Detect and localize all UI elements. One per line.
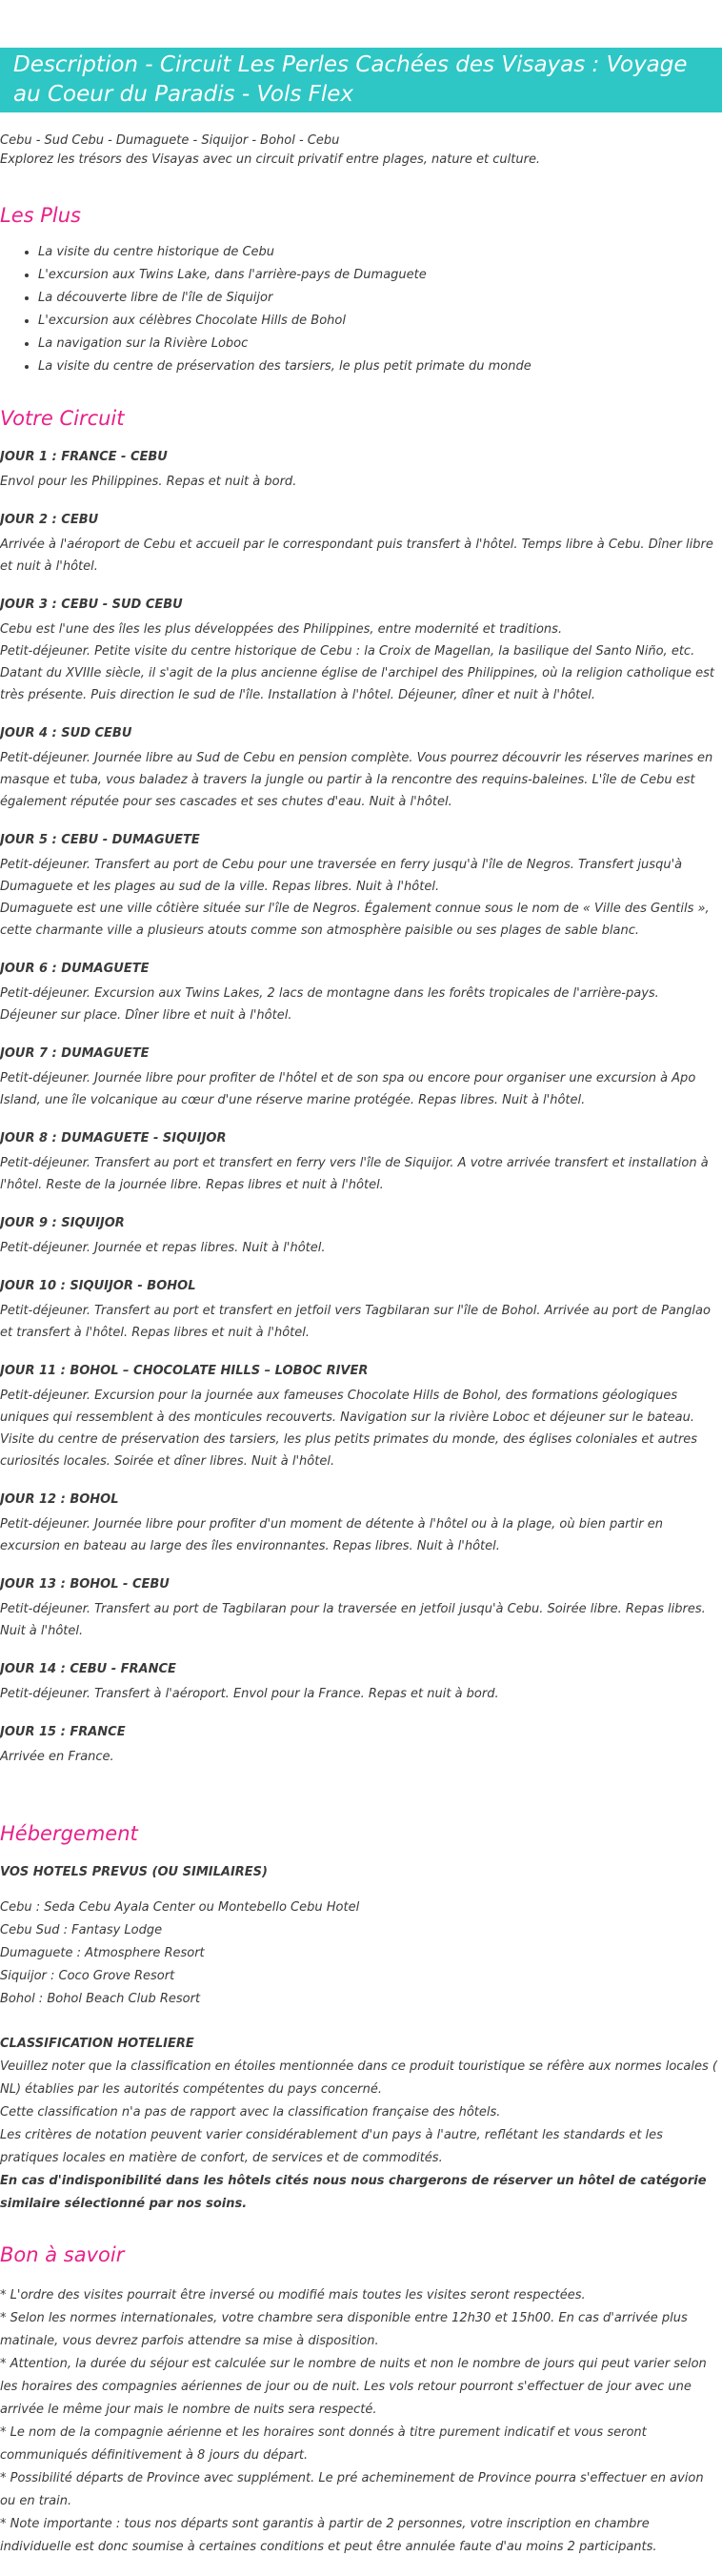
hotel-line: Bohol : Bohol Beach Club Resort xyxy=(0,1992,201,2006)
day-title: JOUR 13 : BOHOL - CEBU xyxy=(0,1577,170,1592)
day-block xyxy=(0,448,719,493)
day-title: JOUR 14 : CEBU - FRANCE xyxy=(0,1662,176,1676)
day-title: JOUR 3 : CEBU - SUD CEBU xyxy=(0,598,183,612)
tagline-text: Explorez les trésors des Visayas avec un circuit privatif entre plages, nature et culture. xyxy=(0,152,541,167)
day-block xyxy=(0,596,719,706)
hotel-line: Cebu Sud : Fantasy Lodge xyxy=(0,1923,163,1937)
day-description: Petit-déjeuner. Transfert à l'aéroport. Envol pour la France. Repas et nuit à bord. xyxy=(0,1687,499,1701)
list-item: • La découverte libre de l'île de Siquijor xyxy=(38,287,531,310)
classification-heading: CLASSIFICATION HOTELIERE xyxy=(0,2037,194,2051)
day-block xyxy=(0,1660,719,1705)
day-description: Petit-déjeuner. Journée libre pour profiter d'un moment de détente à l'hôtel ou à la plage, où bien partir en excursion en bateau au large des îles environnantes. Repas libres. Nuit à l'hôtel. xyxy=(0,1517,663,1553)
day-description: Envol pour les Philippines. Repas et nuit à bord. xyxy=(0,475,297,489)
hotel-line: Cebu : Seda Cebu Ayala Center ou Montebello Cebu Hotel xyxy=(0,1900,360,1915)
list-item: • La visite du centre de préservation des tarsiers, le plus petit primate du monde xyxy=(38,355,531,378)
classification-line: Les critères de notation peuvent varier considérablement d'un pays à l'autre, reflétant les standards et les pratiques locales en matière de confort, de services et de commodités. xyxy=(0,2128,663,2165)
hotels-subheading: VOS HOTELS PREVUS (OU SIMILAIRES) xyxy=(0,1865,268,1879)
classification-block xyxy=(0,2035,719,2216)
hotels-block xyxy=(0,1863,719,2011)
savoir-item: * Possibilité départs de Province avec supplément. Le pré acheminement de Province pourra s'effectuer en avion ou en train. xyxy=(0,2471,704,2508)
circuit-heading: Votre Circuit xyxy=(0,407,125,430)
day-title: JOUR 11 : BOHOL – CHOCOLATE HILLS – LOBOC RIVER xyxy=(0,1364,369,1378)
day-block xyxy=(0,960,719,1026)
hotel-line: Siquijor : Coco Grove Resort xyxy=(0,1969,175,1983)
day-title: JOUR 6 : DUMAGUETE xyxy=(0,962,150,976)
day-block xyxy=(0,511,719,578)
day-block xyxy=(0,1129,719,1196)
day-description: Petit-déjeuner. Transfert au port de Cebu pour une traversée en ferry jusqu'à l'île de Negros. Transfert jusqu'à Dumaguete et les plages au sud de la ville. Repas libres. Nuit à l'hôtel. Dumaguete est une ville côtière située sur l'île de Negros. Également connue sous le nom de « Ville des Gentils », cette charmante ville a plusieurs atouts comme son atmosphère paisible ou ses plages de sable blanc. xyxy=(0,858,710,938)
day-block xyxy=(0,831,719,942)
day-description: Petit-déjeuner. Transfert au port et transfert en jetfoil vers Tagbilaran sur l'île de Bohol. Arrivée au port de Panglao et transfert à l'hôtel. Repas libres et nuit à l'hôtel. xyxy=(0,1304,711,1340)
day-description: Petit-déjeuner. Excursion aux Twins Lakes, 2 lacs de montagne dans les forêts tropicales de l'arrière-pays. Déjeuner sur place. Dîner libre et nuit à l'hôtel. xyxy=(0,986,659,1023)
day-title: JOUR 12 : BOHOL xyxy=(0,1492,119,1507)
hebergement-heading: Hébergement xyxy=(0,1822,138,1845)
day-description: Petit-déjeuner. Excursion pour la journée aux fameuses Chocolate Hills de Bohol, des formations géologiques uniques qui ressemblent à des monticules recouverts. Navigation sur la rivière Loboc et déjeuner sur le bateau. Visite du centre de préservation des tarsiers, les plus petits primates du monde, des églises coloniales et autres curiosités locales. Soirée et dîner libres. Nuit à l'hôtel. xyxy=(0,1389,698,1469)
day-title: JOUR 4 : SUD CEBU xyxy=(0,726,132,740)
day-description: Cebu est l'une des îles les plus développées des Philippines, entre modernité et traditions. Petit-déjeuner. Petite visite du centre historique de Cebu : la Croix de Magellan, la basilique del Santo Niño, etc. Datant du XVIIIe siècle, il s'agit de la plus ancienne église de l'archipel des Philippines, où la religion catholique est très présente. Puis direction le sud de l'île. Installation à l'hôtel. Déjeuner, dîner et nuit à l'hôtel. xyxy=(0,622,715,702)
day-description: Petit-déjeuner. Journée et repas libres. Nuit à l'hôtel. xyxy=(0,1241,326,1255)
day-description: Arrivée à l'aéroport de Cebu et accueil par le correspondant puis transfert à l'hôtel. Temps libre à Cebu. Dîner libre et nuit à l'hôtel. xyxy=(0,538,713,574)
intro-block xyxy=(0,132,714,170)
day-description: Petit-déjeuner. Transfert au port et transfert en ferry vers l'île de Siquijor. A votre arrivée transfert et installation à l'hôtel. Reste de la journée libre. Repas libres et nuit à l'hôtel. xyxy=(0,1156,709,1192)
day-title: JOUR 2 : CEBU xyxy=(0,513,99,527)
page-title: Description - Circuit Les Perles Cachées des Visayas : Voyage au Coeur du Paradis - Vols Flex xyxy=(13,52,688,107)
list-item: • L'excursion aux célèbres Chocolate Hills de Bohol xyxy=(38,310,531,333)
day-description: Arrivée en France. xyxy=(0,1750,114,1764)
day-block xyxy=(0,1491,719,1557)
day-description: Petit-déjeuner. Transfert au port de Tagbilaran pour la traversée en jetfoil jusqu'à Cebu. Soirée libre. Repas libres. Nuit à l'hôtel. xyxy=(0,1602,706,1638)
plus-heading: Les Plus xyxy=(0,204,81,227)
list-item: • La navigation sur la Rivière Loboc xyxy=(38,333,531,355)
day-title: JOUR 8 : DUMAGUETE - SIQUIJOR xyxy=(0,1131,227,1146)
list-item: • L'excursion aux Twins Lake, dans l'arrière-pays de Dumaguete xyxy=(38,264,531,287)
list-item: • La visite du centre historique de Cebu xyxy=(38,241,531,264)
savoir-item: * Le nom de la compagnie aérienne et les horaires sont donnés à titre purement indicatif et vous seront communiqués définitivement à 8 jours du départ. xyxy=(0,2425,647,2463)
hotel-line: Dumaguete : Atmosphere Resort xyxy=(0,1946,205,1960)
day-description: Petit-déjeuner. Journée libre pour profiter de l'hôtel et de son spa ou encore pour organiser une excursion à Apo Island, une île volcanique au cœur d'une réserve marine protégée. Repas libres. Nuit à l'hôtel. xyxy=(0,1071,696,1107)
day-title: JOUR 15 : FRANCE xyxy=(0,1725,126,1739)
day-block xyxy=(0,724,719,813)
route-text: Cebu - Sud Cebu - Dumaguete - Siquijor - Bohol - Cebu xyxy=(0,133,340,148)
plus-list xyxy=(17,241,531,378)
day-block xyxy=(0,1214,719,1259)
itinerary xyxy=(0,448,719,1786)
day-title: JOUR 7 : DUMAGUETE xyxy=(0,1046,150,1061)
day-description: Petit-déjeuner. Journée libre au Sud de Cebu en pension complète. Vous pourrez découvrir les réserves marines en masque et tuba, vous baladez à travers la jungle ou partir à la rencontre des requins-baleines. L'île de Cebu est également réputée pour ses cascades et ses chutes d'eau. Nuit à l'hôtel. xyxy=(0,751,713,809)
savoir-item: * Attention, la durée du séjour est calculée sur le nombre de nuits et non le nombre de jours qui peut varier selon les horaires des compagnies aériennes de jour ou de nuit. Les vols retour pourront s'effectuer de jour avec une arrivée le même jour mais le nombre de nuits sera respecté. xyxy=(0,2357,707,2417)
savoir-item: * L'ordre des visites pourrait être inversé ou modifié mais toutes les visites seront respectées. xyxy=(0,2288,586,2302)
day-title: JOUR 1 : FRANCE - CEBU xyxy=(0,450,168,464)
day-title: JOUR 10 : SIQUIJOR - BOHOL xyxy=(0,1279,196,1293)
classification-note: En cas d'indisponibilité dans les hôtels cités nous nous chargerons de réserver un hôtel de catégorie similaire sélectionné par nos soins. xyxy=(0,2174,707,2211)
savoir-heading: Bon à savoir xyxy=(0,2243,125,2266)
day-block xyxy=(0,1575,719,1642)
day-title: JOUR 5 : CEBU - DUMAGUETE xyxy=(0,833,200,847)
day-title: JOUR 9 : SIQUIJOR xyxy=(0,1216,125,1230)
classification-line: Veuillez noter que la classification en étoiles mentionnée dans ce produit touristique se réfère aux normes locales ( NL) établies par les autorités compétentes du pays concerné. xyxy=(0,2059,717,2097)
classification-line: Cette classification n'a pas de rapport avec la classification française des hôtels. xyxy=(0,2105,501,2120)
savoir-item: * Selon les normes internationales, votre chambre sera disponible entre 12h30 et 15h00. En cas d'arrivée plus matinale, vous devrez parfois attendre sa mise à disposition. xyxy=(0,2311,688,2348)
day-block xyxy=(0,1277,719,1344)
title-banner xyxy=(0,48,722,112)
savoir-item: * Note importante : tous nos départs sont garantis à partir de 2 personnes, votre inscription en chambre individuelle est donc soumise à certaines conditions et peut être annulée faute d'au moins 2 participants. xyxy=(0,2517,657,2554)
day-block xyxy=(0,1362,719,1472)
day-block xyxy=(0,1045,719,1111)
savoir-block xyxy=(0,2284,719,2559)
day-block xyxy=(0,1723,719,1768)
